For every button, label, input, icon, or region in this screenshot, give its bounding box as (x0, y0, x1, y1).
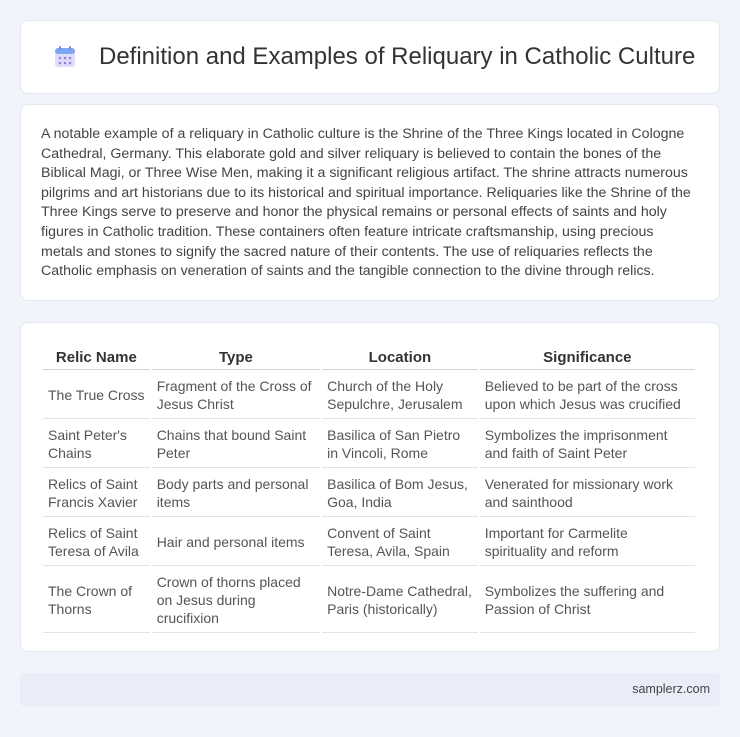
column-header: Significance (480, 343, 695, 370)
table-cell: Chains that bound Saint Peter (152, 419, 320, 468)
table-cell: Hair and personal items (152, 517, 320, 566)
table-cell: Notre-Dame Cathedral, Paris (historically) (322, 566, 478, 633)
table-cell: Church of the Holy Sepulchre, Jerusalem (322, 370, 478, 419)
table-cell: Fragment of the Cross of Jesus Christ (152, 370, 320, 419)
table-cell: Crown of thorns placed on Jesus during crucifixion (152, 566, 320, 633)
table-cell: Convent of Saint Teresa, Avila, Spain (322, 517, 478, 566)
calendar-icon (53, 45, 77, 69)
table-cell: Body parts and personal items (152, 468, 320, 517)
description-text: A notable example of a reliquary in Catholic culture is the Shrine of the Three Kings located in Cologne Cathedral, Germany. This elaborate gold and silver reliquary is believed to contain the bones of the Biblical Magi, or Three Wise Men, making it a significant religious artifact. The shrine attracts numerous pilgrims and art historians due to its historical and spiritual importance. Reliquaries like the Shrine of the Three Kings serve to preserve and honor the physical remains or personal effects of saints and holy figures in Catholic tradition. These containers often feature intricate craftsmanship, using precious metals and stones to signify the sacred nature of their contents. The use of reliquaries reflects the Catholic emphasis on veneration of saints and the tangible connection to the divine through relics. (41, 126, 691, 280)
description-card (20, 104, 720, 301)
table-cell: Symbolizes the imprisonment and faith of Saint Peter (480, 419, 695, 468)
table-row (43, 419, 695, 468)
table-cell: Saint Peter's Chains (43, 419, 150, 468)
table-row (43, 370, 695, 419)
table-cell: Believed to be part of the cross upon which Jesus was crucified (480, 370, 695, 419)
table-cell: Venerated for missionary work and sainthood (480, 468, 695, 517)
column-header: Location (322, 343, 478, 370)
table-cell: Relics of Saint Teresa of Avila (43, 517, 150, 566)
table-cell: Basilica of San Pietro in Vincoli, Rome (322, 419, 478, 468)
table-row (43, 517, 695, 566)
table-cell: Basilica of Bom Jesus, Goa, India (322, 468, 478, 517)
table-cell: Symbolizes the suffering and Passion of Christ (480, 566, 695, 633)
page-title: Definition and Examples of Reliquary in Catholic Culture (99, 43, 696, 70)
table-header-row (43, 343, 695, 370)
table-cell: Important for Carmelite spirituality and reform (480, 517, 695, 566)
table-card (20, 322, 720, 652)
title-card (20, 20, 720, 94)
table-cell: The Crown of Thorns (43, 566, 150, 633)
table-row (43, 566, 695, 633)
table-cell: Relics of Saint Francis Xavier (43, 468, 150, 517)
table-cell: The True Cross (43, 370, 150, 419)
column-header: Type (152, 343, 320, 370)
footer-bar (20, 673, 720, 706)
column-header: Relic Name (43, 343, 150, 370)
footer-site-link[interactable]: samplerz.com (632, 682, 710, 696)
table-row (43, 468, 695, 517)
relics-table (41, 343, 697, 633)
